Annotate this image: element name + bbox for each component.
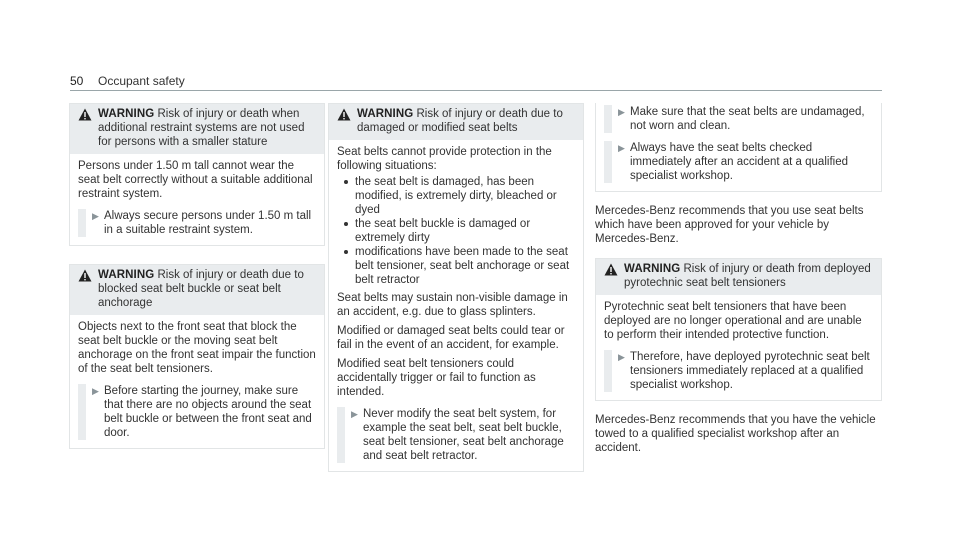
play-arrow-icon: ▶	[92, 386, 99, 396]
warning-box-restraint	[69, 103, 325, 246]
warning-paragraph: Seat belts may sustain non-visible damage in an accident, e.g. due to glass splinters.	[337, 292, 568, 318]
play-arrow-icon: ▶	[618, 352, 625, 362]
warning-label: WARNING	[357, 108, 414, 120]
warning-intro: Seat belts cannot provide protection in the following situations:	[337, 146, 552, 172]
warning-heading: Risk of injury or death due to blocked seat belt buckle or seat belt anchorage	[98, 269, 304, 309]
instruction-item	[604, 105, 873, 133]
play-arrow-icon: ▶	[618, 143, 625, 153]
instruction-text: Therefore, have deployed pyrotechnic seat belt tensioners immediately replaced at a qualified specialist workshop.	[630, 351, 870, 391]
play-arrow-icon: ▶	[92, 211, 99, 221]
warning-paragraph: Modified seat belt tensioners could accidentally trigger or fail to function as intended.	[337, 358, 536, 398]
warning-triangle-icon	[604, 263, 620, 290]
warning-paragraph: Modified or damaged seat belts could tear or fail in the event of an accident, for example.	[337, 325, 565, 351]
warning-triangle-icon	[337, 108, 353, 135]
warning-heading: Risk of injury or death when additional restraint systems are not used for persons with a smaller stature	[98, 108, 305, 148]
play-arrow-icon: ▶	[351, 409, 358, 419]
page-number: 50	[70, 74, 84, 88]
body-paragraph: Mercedes-Benz recommends that you have the vehicle towed to a qualified specialist workshop after an accident.	[595, 414, 876, 454]
bullet-list	[337, 175, 575, 287]
instruction-item	[78, 209, 316, 237]
warning-triangle-icon	[78, 108, 94, 149]
warning-heading: Risk of injury or death due to damaged or modified seat belts	[357, 108, 563, 134]
instruction-item	[604, 141, 873, 183]
warning-label: WARNING	[98, 108, 155, 120]
warning-box-damaged-belts	[328, 103, 584, 472]
list-item: the seat belt is damaged, has been modified, is extremely dirty, bleached or dyed	[337, 175, 575, 217]
page-header	[70, 74, 882, 91]
instruction-text: Make sure that the seat belts are undamaged, not worn and clean.	[630, 106, 865, 132]
instruction-text: Before starting the journey, make sure that there are no objects around the seat belt buckle or between the front seat and door.	[104, 385, 312, 439]
instruction-text: Never modify the seat belt system, for example the seat belt, seat belt buckle, seat belt tensioner, seat belt anchorage and seat belt retractor.	[363, 408, 564, 462]
play-arrow-icon: ▶	[618, 107, 625, 117]
warning-triangle-icon	[78, 269, 94, 310]
instruction-item	[78, 384, 316, 440]
warning-header	[70, 104, 324, 154]
instruction-text: Always have the seat belts checked immediately after an accident at a qualified specialist workshop.	[630, 142, 848, 182]
instruction-item	[604, 350, 873, 392]
warning-header	[70, 265, 324, 315]
warning-body-text: Objects next to the front seat that block the seat belt buckle or the moving seat belt anchorage on the front seat impair the function of the seat belt tensioners.	[78, 321, 316, 375]
column-left	[69, 103, 325, 449]
warning-body-text: Persons under 1.50 m tall cannot wear the seat belt correctly without a suitable additional restraint system.	[78, 160, 313, 200]
column-right	[595, 103, 882, 455]
column-middle	[328, 103, 584, 472]
list-item: the seat belt buckle is damaged or extremely dirty	[337, 217, 575, 245]
warning-box-pyrotechnic	[595, 258, 882, 401]
instruction-item	[337, 407, 575, 463]
warning-label: WARNING	[624, 263, 681, 275]
warning-label: WARNING	[98, 269, 155, 281]
warning-body-text: Pyrotechnic seat belt tensioners that have been deployed are no longer operational and are unable to perform their intended protective function.	[604, 301, 862, 341]
warning-header	[329, 104, 583, 140]
warning-heading: Risk of injury or death from deployed pyrotechnic seat belt tensioners	[624, 263, 871, 289]
page-title: Occupant safety	[98, 74, 185, 88]
list-item: modifications have been made to the seat belt tensioner, seat belt anchorage or seat belt retractor	[337, 245, 575, 287]
instruction-text: Always secure persons under 1.50 m tall in a suitable restraint system.	[104, 210, 312, 236]
warning-header	[596, 259, 881, 295]
body-paragraph: Mercedes-Benz recommends that you use seat belts which have been approved for your vehicle by Mercedes-Benz.	[595, 205, 864, 245]
warning-box-continued	[595, 103, 882, 192]
warning-box-buckle	[69, 264, 325, 449]
